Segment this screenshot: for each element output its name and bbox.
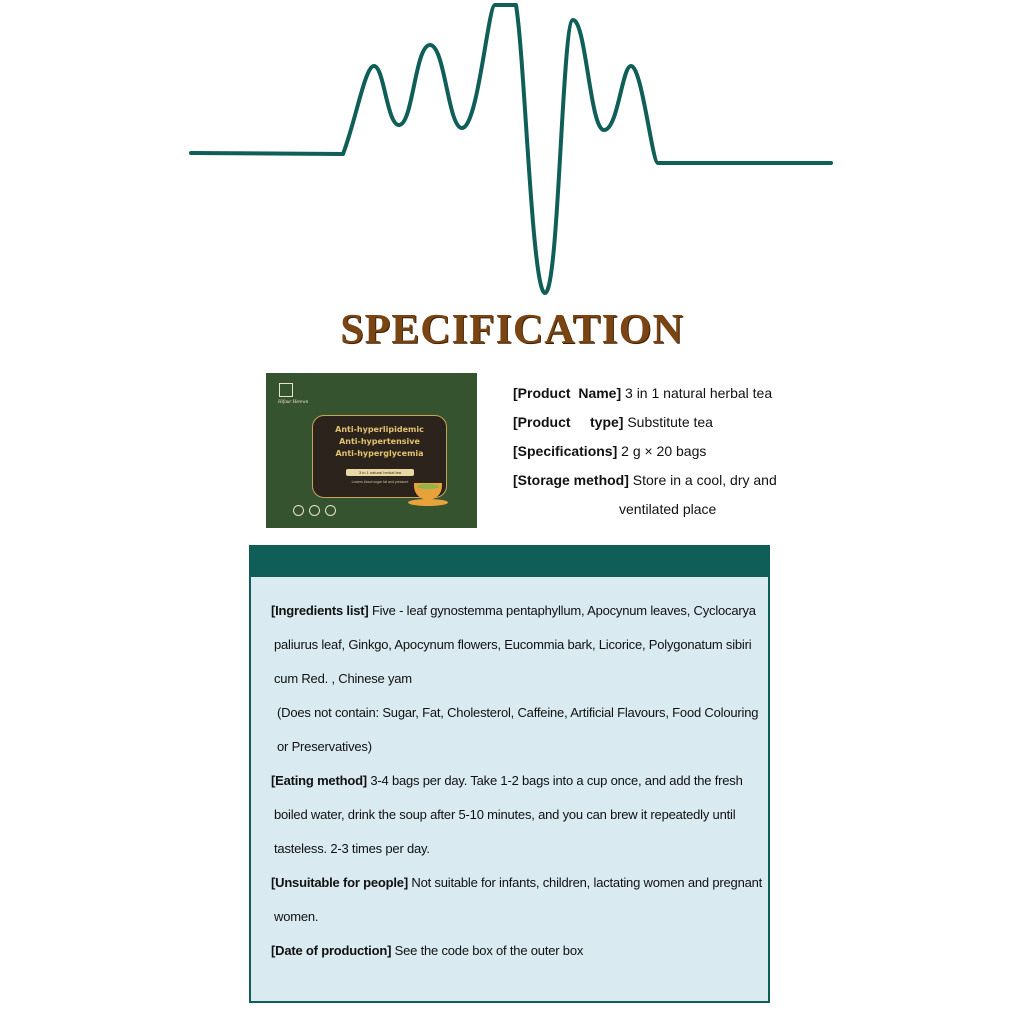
ingredients-line-5: or Preservatives) bbox=[277, 739, 372, 754]
spec-value: 3 in 1 natural herbal tea bbox=[621, 385, 773, 401]
spec-value: 2 g × 20 bags bbox=[617, 443, 707, 459]
product-claim-2: Anti-hypertensive bbox=[339, 437, 420, 446]
certification-badge-icon bbox=[325, 505, 336, 516]
ingredients-line-3: cum Red. , Chinese yam bbox=[274, 671, 412, 686]
product-claim-3: Anti-hyperglycemia bbox=[335, 449, 424, 458]
spec-specifications bbox=[513, 442, 706, 460]
spec-value: Store in a cool, dry and bbox=[628, 472, 777, 488]
details-panel bbox=[249, 545, 770, 1003]
product-image bbox=[266, 373, 477, 528]
eating-line-1: [Eating method] 3-4 bags per day. Take 1-2 bags into a cup once, and add the fresh bbox=[271, 773, 743, 788]
spec-product-type bbox=[513, 413, 713, 431]
spec-label: [Product Name] bbox=[513, 385, 622, 401]
spec-product-name bbox=[513, 384, 772, 402]
product-ribbon bbox=[346, 469, 414, 476]
spec-storage-method bbox=[513, 471, 777, 489]
details-panel-header bbox=[251, 547, 768, 577]
spec-label: [Storage method] bbox=[513, 472, 629, 488]
unsuitable-label: [Unsuitable for people] bbox=[271, 875, 408, 890]
ingredients-label: [Ingredients list] bbox=[271, 603, 369, 618]
production-date-label: [Date of production] bbox=[271, 943, 392, 958]
spec-label: [Specifications] bbox=[513, 443, 618, 459]
page-title: SPECIFICATION bbox=[340, 307, 684, 353]
eating-line-3: tasteless. 2-3 times per day. bbox=[274, 841, 430, 856]
production-date-line: [Date of production] See the code box of the outer box bbox=[271, 943, 584, 958]
heartbeat-line bbox=[191, 5, 831, 293]
certification-badge-icon bbox=[293, 505, 304, 516]
spec-storage-continued: ventilated place bbox=[619, 501, 717, 517]
eating-label: [Eating method] bbox=[271, 773, 367, 788]
spec-label: [Product type] bbox=[513, 414, 624, 430]
ingredients-line-2: paliurus leaf, Ginkgo, Apocynum flowers, Eucommia bark, Licorice, Polygonatum sibiri bbox=[274, 637, 752, 652]
brand-name: Hifaur Herewn bbox=[278, 400, 309, 405]
product-ribbon-text: 3 in 1 natural herbal tea bbox=[358, 470, 402, 475]
product-small-text: Lowers blood sugar fat and pressure bbox=[351, 480, 409, 484]
certification-badge-icon bbox=[309, 505, 320, 516]
unsuitable-line-2: women. bbox=[274, 909, 319, 924]
ingredients-line-1: [Ingredients list] Five - leaf gynostemma pentaphyllum, Apocynum leaves, Cyclocarya bbox=[271, 603, 756, 618]
heartbeat-line-graphic bbox=[0, 0, 1024, 310]
spec-value: Substitute tea bbox=[623, 414, 713, 430]
product-claim-1: Anti-hyperlipidemic bbox=[335, 425, 424, 434]
brand-logo-icon bbox=[279, 383, 293, 397]
unsuitable-line-1: [Unsuitable for people] Not suitable for infants, children, lactating women and pregnant bbox=[271, 875, 763, 890]
eating-line-2: boiled water, drink the soup after 5-10 minutes, and you can brew it repeatedly until bbox=[274, 807, 736, 822]
ingredients-line-4: (Does not contain: Sugar, Fat, Cholesterol, Caffeine, Artificial Flavours, Food Colouring bbox=[277, 705, 759, 720]
saucer-icon bbox=[408, 499, 448, 506]
